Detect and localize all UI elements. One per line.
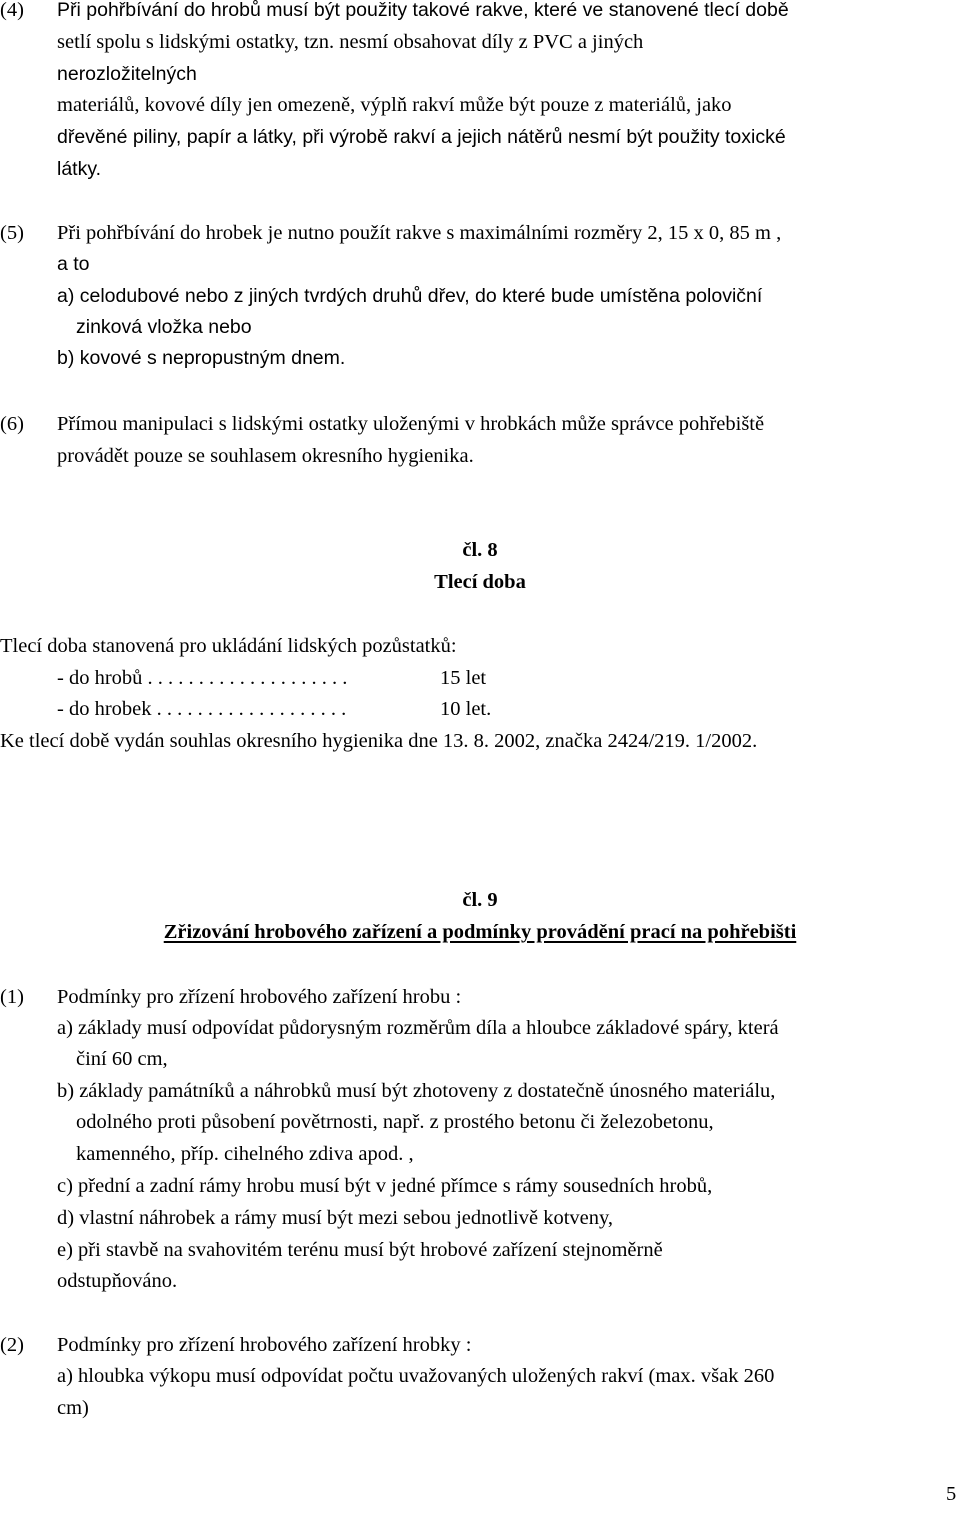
- article-8-intro: Tlecí doba stanovená pro ukládání lidských pozůstatků:: [0, 635, 457, 657]
- page-number: 5: [946, 1483, 957, 1505]
- article-8-title: Tlecí doba: [434, 571, 526, 593]
- paragraph-4-number: (4): [0, 0, 24, 21]
- article-8-approval: Ke tlecí době vydán souhlas okresního hygienika dne 13. 8. 2002, značka 2424/219. 1/2002.: [0, 730, 758, 752]
- decay-period-row: [57, 664, 487, 692]
- article-9-paragraph-1-line: c) přední a zadní rámy hrobu musí být v jedné přímce s rámy sousedních hrobů,: [57, 1175, 713, 1197]
- decay-period-value: 10 let.: [440, 698, 492, 720]
- decay-period-label: - do hrobek . . . . . . . . . . . . . . . . . . .: [57, 698, 347, 720]
- article-9-paragraph-1-lead: Podmínky pro zřízení hrobového zařízení hrobu :: [57, 986, 462, 1008]
- article-9-paragraph-1-line: d) vlastní náhrobek a rámy musí být mezi sebou jednotlivě kotveny,: [57, 1207, 614, 1229]
- paragraph-6-line: Přímou manipulaci s lidskými ostatky uloženými v hrobkách může správce pohřebiště: [57, 413, 765, 435]
- paragraph-6-number: (6): [0, 413, 24, 435]
- paragraph-4-line: materiálů, kovové díly jen omezeně, výplň rakví může být pouze z materiálů, jako: [57, 94, 732, 116]
- article-9-number: čl. 9: [462, 889, 498, 911]
- article-9-paragraph-1-line: činí 60 cm,: [76, 1048, 168, 1070]
- article-9-paragraph-1-line: kamenného, příp. cihelného zdiva apod. ,: [76, 1143, 414, 1165]
- paragraph-5-line: Při pohřbívání do hrobek je nutno použít rakve s maximálními rozměry 2, 15 x 0, 85 m ,: [57, 222, 782, 244]
- paragraph-4-line: Při pohřbívání do hrobů musí být použity takové rakve, které ve stanovené tlecí době: [57, 0, 789, 21]
- article-9-paragraph-2-number: (2): [0, 1334, 24, 1356]
- article-9-paragraph-1-number: (1): [0, 986, 24, 1008]
- paragraph-4-line: látky.: [57, 158, 102, 180]
- paragraph-5-line: a) celodubové nebo z jiných tvrdých druhů dřev, do které bude umístěna poloviční: [57, 285, 763, 307]
- paragraph-5-line: a to: [57, 253, 90, 275]
- article-9-paragraph-2-lead: Podmínky pro zřízení hrobového zařízení hrobky :: [57, 1334, 472, 1356]
- article-9-paragraph-1-line: odolného proti působení povětrnosti, např. z prostého betonu či železobetonu,: [76, 1111, 714, 1133]
- decay-period-row: [57, 695, 492, 723]
- paragraph-4-line: setlí spolu s lidskými ostatky, tzn. nesmí obsahovat díly z PVC a jiných: [57, 31, 644, 53]
- decay-period-label: - do hrobů . . . . . . . . . . . . . . . . . . . .: [57, 667, 348, 689]
- paragraph-4-line: nerozložitelných: [57, 63, 197, 85]
- paragraph-4-line: dřevěné piliny, papír a látky, při výrobě rakví a jejich nátěrů nesmí být použity toxické: [57, 126, 786, 148]
- article-9-paragraph-2-line: cm): [57, 1397, 89, 1419]
- paragraph-6-line: provádět pouze se souhlasem okresního hygienika.: [57, 445, 474, 467]
- decay-period-value: 15 let: [440, 667, 487, 689]
- article-9-paragraph-2-line: a) hloubka výkopu musí odpovídat počtu uvažovaných uložených rakví (max. však 260: [57, 1365, 775, 1387]
- article-9-paragraph-1-line: a) základy musí odpovídat půdorysným rozměrům díla a hloubce základové spáry, která: [57, 1017, 779, 1039]
- paragraph-5-line: zinková vložka nebo: [76, 316, 252, 338]
- article-9-paragraph-1-line: e) při stavbě na svahovitém terénu musí být hrobové zařízení stejnoměrně: [57, 1239, 663, 1261]
- article-9-paragraph-1-line: b) základy památníků a náhrobků musí být zhotoveny z dostatečně únosného materiálu,: [57, 1080, 776, 1102]
- article-9-title: Zřizování hrobového zařízení a podmínky provádění prací na pohřebišti: [163, 921, 797, 943]
- paragraph-5-line: b) kovové s nepropustným dnem.: [57, 347, 346, 369]
- article-8-number: čl. 8: [462, 539, 498, 561]
- article-9-paragraph-1-line: odstupňováno.: [57, 1270, 178, 1292]
- paragraph-5-number: (5): [0, 222, 24, 244]
